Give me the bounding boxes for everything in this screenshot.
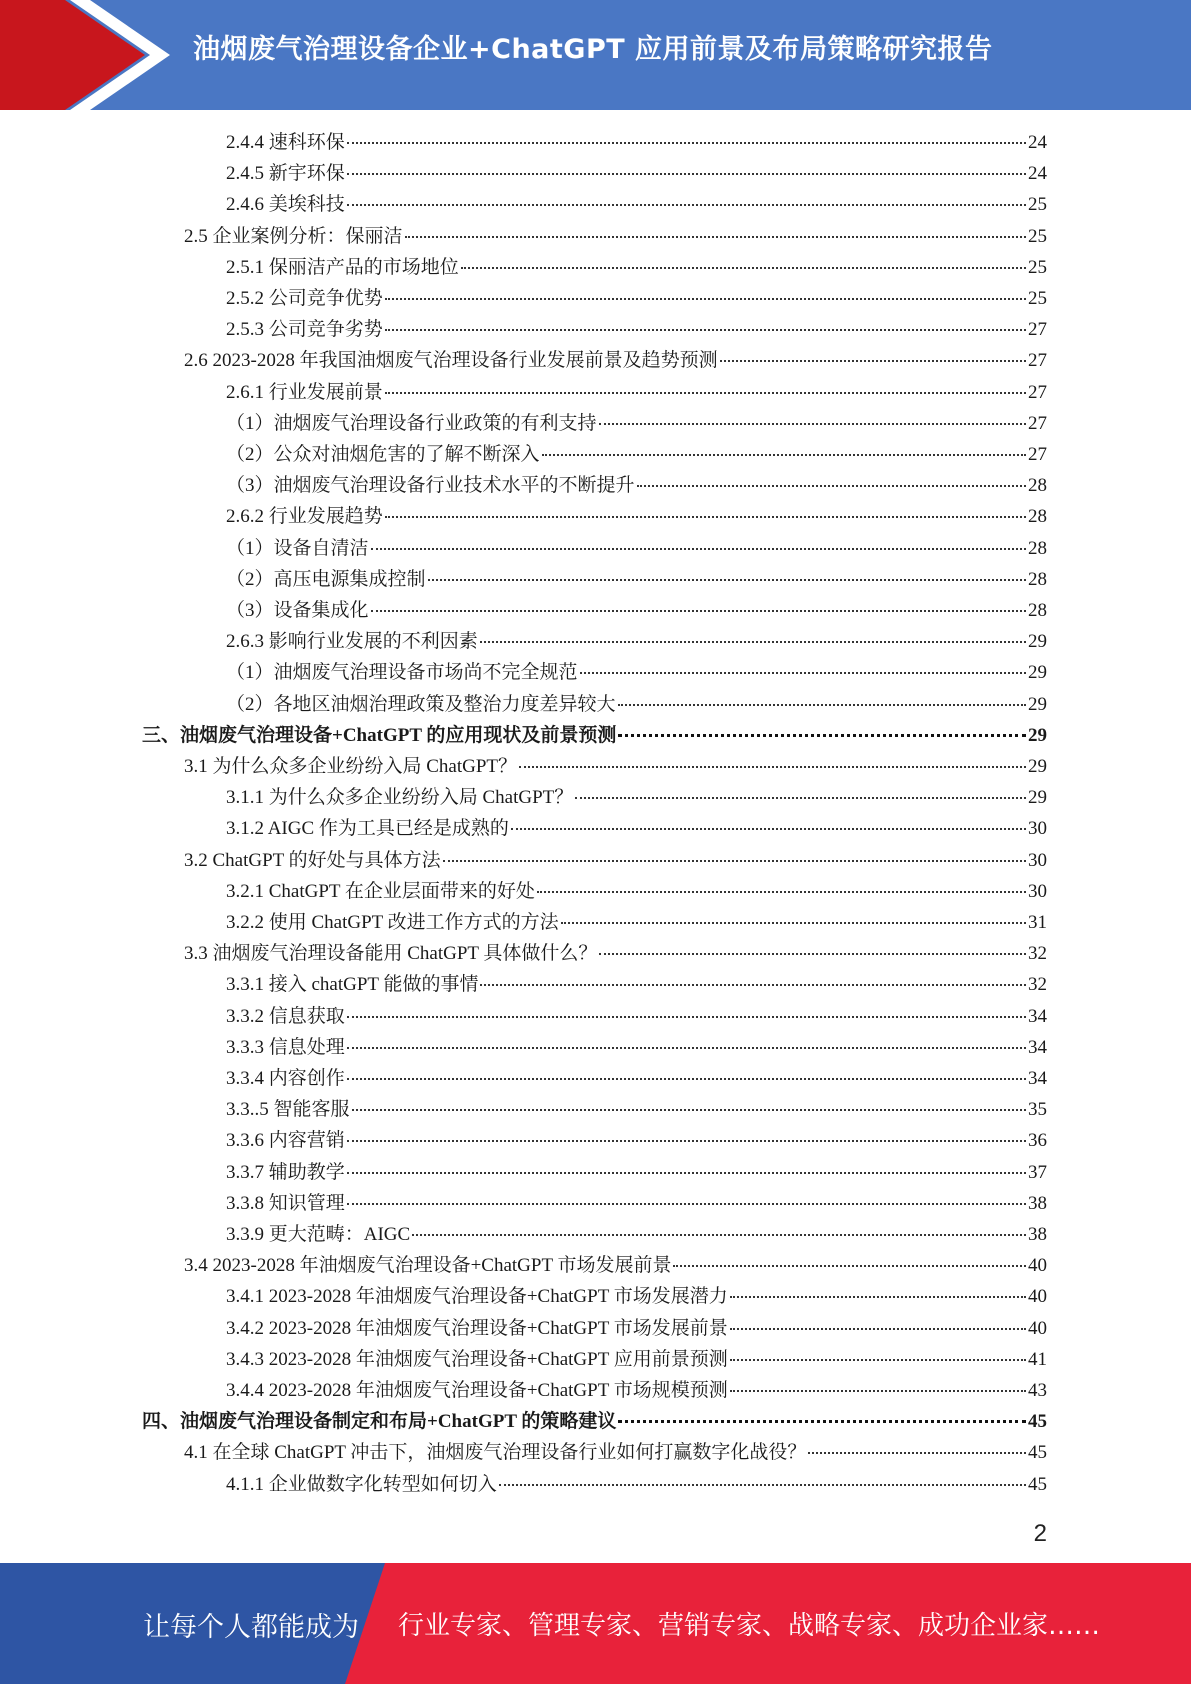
toc-entry-title: 3.3.9 更大范畴：AIGC bbox=[226, 1224, 411, 1245]
footer-slogan-right: 行业专家、管理专家、营销专家、战略专家、成功企业家…… bbox=[398, 1611, 1101, 1641]
toc-entry-page: 27 bbox=[1028, 319, 1047, 340]
toc-entry[interactable] bbox=[226, 813, 1047, 844]
toc-entry[interactable] bbox=[184, 345, 1047, 376]
toc-entry-page: 29 bbox=[1028, 787, 1047, 808]
toc-entry-title: 3.2 ChatGPT 的好处与具体方法 bbox=[184, 850, 441, 871]
toc-entry-page: 45 bbox=[1028, 1474, 1047, 1495]
toc-entry[interactable] bbox=[226, 1001, 1047, 1032]
toc-dot-leader bbox=[461, 267, 1026, 269]
toc-dot-leader bbox=[618, 704, 1026, 706]
toc-dot-leader bbox=[347, 1016, 1026, 1018]
toc-entry-page: 25 bbox=[1028, 226, 1047, 247]
toc-entry[interactable] bbox=[226, 470, 1047, 501]
toc-dot-leader bbox=[575, 797, 1026, 799]
toc-dot-leader bbox=[385, 298, 1026, 300]
toc-entry-title: 3.3..5 智能客服 bbox=[226, 1099, 350, 1120]
toc-entry-title: 4.1 在全球 ChatGPT 冲击下，油烟废气治理设备行业如何打赢数字化战役？ bbox=[184, 1442, 807, 1463]
toc-entry-title: （1）设备自清洁 bbox=[226, 538, 369, 559]
toc-dot-leader bbox=[730, 1296, 1026, 1298]
toc-dot-leader bbox=[519, 766, 1026, 768]
toc-dot-leader bbox=[428, 579, 1026, 581]
toc-entry-page: 24 bbox=[1028, 132, 1047, 153]
toc-dot-leader bbox=[443, 860, 1026, 862]
toc-entry-page: 25 bbox=[1028, 194, 1047, 215]
toc-entry-title: 3.1.1 为什么众多企业纷纷入局 ChatGPT？ bbox=[226, 787, 574, 808]
toc-entry[interactable] bbox=[226, 1094, 1047, 1125]
toc-dot-leader bbox=[537, 891, 1026, 893]
toc-entry-page: 29 bbox=[1028, 694, 1047, 715]
toc-dot-leader bbox=[385, 392, 1026, 394]
toc-dot-leader bbox=[347, 173, 1026, 175]
toc-entry-page: 40 bbox=[1028, 1286, 1047, 1307]
toc-entry[interactable] bbox=[226, 283, 1047, 314]
toc-entry-title: 2.4.6 美埃科技 bbox=[226, 194, 345, 215]
toc-dot-leader bbox=[730, 1390, 1026, 1392]
toc-dot-leader bbox=[637, 485, 1026, 487]
toc-entry[interactable] bbox=[226, 1469, 1047, 1500]
toc-entry-title: 2.4.4 速科环保 bbox=[226, 132, 345, 153]
toc-dot-leader bbox=[347, 1172, 1026, 1174]
toc-entry-page: 30 bbox=[1028, 850, 1047, 871]
toc-entry-title: 2.5.1 保丽洁产品的市场地位 bbox=[226, 257, 459, 278]
toc-entry-page: 34 bbox=[1028, 1006, 1047, 1027]
toc-entry[interactable] bbox=[226, 657, 1047, 688]
toc-entry-title: 4.1.1 企业做数字化转型如何切入 bbox=[226, 1474, 497, 1495]
toc-entry[interactable] bbox=[184, 938, 1047, 969]
toc-entry-page: 30 bbox=[1028, 818, 1047, 839]
toc-entry-page: 27 bbox=[1028, 382, 1047, 403]
toc-dot-leader bbox=[480, 641, 1026, 643]
toc-entry-page: 28 bbox=[1028, 569, 1047, 590]
toc-dot-leader bbox=[599, 953, 1026, 955]
toc-entry[interactable] bbox=[226, 969, 1047, 1000]
toc-dot-leader bbox=[371, 548, 1026, 550]
toc-entry[interactable] bbox=[184, 751, 1047, 782]
toc-entry[interactable] bbox=[226, 1188, 1047, 1219]
toc-entry-title: 四、油烟废气治理设备制定和布局+ChatGPT 的策略建议 bbox=[142, 1411, 617, 1432]
toc-dot-leader bbox=[499, 1484, 1026, 1486]
toc-dot-leader bbox=[352, 1109, 1026, 1111]
toc-entry-page: 34 bbox=[1028, 1068, 1047, 1089]
toc-entry-page: 37 bbox=[1028, 1162, 1047, 1183]
toc-entry-title: （2）高压电源集成控制 bbox=[226, 569, 426, 590]
toc-entry[interactable] bbox=[226, 564, 1047, 595]
toc-entry-title: 三、油烟废气治理设备+ChatGPT 的应用现状及前景预测 bbox=[142, 725, 617, 746]
toc-entry-title: 2.6 2023-2028 年我国油烟废气治理设备行业发展前景及趋势预测 bbox=[184, 350, 718, 371]
toc-dot-leader bbox=[673, 1265, 1026, 1267]
toc-entry-page: 38 bbox=[1028, 1224, 1047, 1245]
toc-entry[interactable] bbox=[226, 1313, 1047, 1344]
toc-dot-leader bbox=[511, 828, 1026, 830]
toc-entry-title: 3.3.6 内容营销 bbox=[226, 1130, 345, 1151]
toc-entry-title: 2.6.1 行业发展前景 bbox=[226, 382, 383, 403]
toc-entry[interactable] bbox=[226, 1219, 1047, 1250]
toc-entry-title: 3.3.4 内容创作 bbox=[226, 1068, 345, 1089]
toc-entry-title: 3.4.3 2023-2028 年油烟废气治理设备+ChatGPT 应用前景预测 bbox=[226, 1349, 728, 1370]
toc-entry-title: （3）油烟废气治理设备行业技术水平的不断提升 bbox=[226, 475, 635, 496]
toc-entry-title: 3.3.1 接入 chatGPT 能做的事情 bbox=[226, 974, 479, 995]
toc-entry-title: 3.2.2 使用 ChatGPT 改进工作方式的方法 bbox=[226, 912, 559, 933]
toc-entry[interactable] bbox=[226, 314, 1047, 345]
toc-dot-leader bbox=[542, 454, 1026, 456]
toc-dot-leader bbox=[385, 329, 1026, 331]
toc-entry-title: （1）油烟废气治理设备市场尚不完全规范 bbox=[226, 662, 578, 683]
toc-entry-page: 32 bbox=[1028, 974, 1047, 995]
toc-dot-leader bbox=[405, 236, 1026, 238]
toc-dot-leader bbox=[412, 1234, 1026, 1236]
toc-entry-title: 3.2.1 ChatGPT 在企业层面带来的好处 bbox=[226, 881, 535, 902]
toc-dot-leader bbox=[385, 516, 1026, 518]
toc-entry-title: 2.6.2 行业发展趋势 bbox=[226, 506, 383, 527]
toc-entry[interactable] bbox=[226, 1032, 1047, 1063]
toc-entry[interactable] bbox=[226, 377, 1047, 408]
toc-entry-page: 40 bbox=[1028, 1318, 1047, 1339]
toc-entry-page: 28 bbox=[1028, 506, 1047, 527]
toc-entry-page: 45 bbox=[1028, 1411, 1047, 1432]
toc-entry-title: 3.4 2023-2028 年油烟废气治理设备+ChatGPT 市场发展前景 bbox=[184, 1255, 672, 1276]
toc-entry-page: 29 bbox=[1028, 662, 1047, 683]
toc-dot-leader bbox=[730, 1328, 1026, 1330]
toc-entry[interactable] bbox=[226, 907, 1047, 938]
toc-entry-title: （2）各地区油烟治理政策及整治力度差异较大 bbox=[226, 694, 616, 715]
toc-entry-page: 34 bbox=[1028, 1037, 1047, 1058]
toc-entry[interactable] bbox=[226, 533, 1047, 564]
toc-entry[interactable] bbox=[226, 1063, 1047, 1094]
toc-entry-page: 27 bbox=[1028, 444, 1047, 465]
page-number: 2 bbox=[1033, 1520, 1047, 1547]
toc-entry[interactable] bbox=[184, 1437, 1047, 1468]
toc-entry[interactable] bbox=[184, 845, 1047, 876]
toc-entry-title: 3.4.4 2023-2028 年油烟废气治理设备+ChatGPT 市场规模预测 bbox=[226, 1380, 728, 1401]
toc-dot-leader bbox=[347, 1140, 1026, 1142]
toc-entry-title: 3.3.2 信息获取 bbox=[226, 1006, 345, 1027]
toc-entry-title: 3.4.2 2023-2028 年油烟废气治理设备+ChatGPT 市场发展前景 bbox=[226, 1318, 728, 1339]
toc-entry[interactable] bbox=[142, 1406, 1047, 1437]
toc-entry-page: 30 bbox=[1028, 881, 1047, 902]
toc-entry-title: 3.3 油烟废气治理设备能用 ChatGPT 具体做什么？ bbox=[184, 943, 598, 964]
toc-entry[interactable] bbox=[226, 1157, 1047, 1188]
toc-entry[interactable] bbox=[226, 189, 1047, 220]
toc-entry-title: （1）油烟废气治理设备行业政策的有利支持 bbox=[226, 413, 597, 434]
toc-entry[interactable] bbox=[226, 439, 1047, 470]
toc-entry-page: 35 bbox=[1028, 1099, 1047, 1120]
toc-entry[interactable] bbox=[226, 1281, 1047, 1312]
toc-entry[interactable] bbox=[142, 720, 1047, 751]
toc-entry-page: 31 bbox=[1028, 912, 1047, 933]
toc-dot-leader bbox=[580, 672, 1026, 674]
toc-entry-title: 3.3.3 信息处理 bbox=[226, 1037, 345, 1058]
toc-entry-title: 2.5.3 公司竞争劣势 bbox=[226, 319, 383, 340]
toc-entry-title: 2.5.2 公司竞争优势 bbox=[226, 288, 383, 309]
toc-dot-leader bbox=[618, 1420, 1026, 1423]
toc-dot-leader bbox=[730, 1359, 1026, 1361]
toc-entry[interactable] bbox=[184, 1250, 1047, 1281]
toc-entry[interactable] bbox=[184, 221, 1047, 252]
toc-dot-leader bbox=[561, 922, 1026, 924]
toc-dot-leader bbox=[347, 1078, 1026, 1080]
toc-entry-page: 43 bbox=[1028, 1380, 1047, 1401]
toc-entry[interactable] bbox=[226, 626, 1047, 657]
toc-entry-title: 3.1.2 AIGC 作为工具已经是成熟的 bbox=[226, 818, 509, 839]
toc-entry-page: 27 bbox=[1028, 413, 1047, 434]
toc-dot-leader bbox=[480, 984, 1026, 986]
page-footer bbox=[0, 1563, 1191, 1684]
toc-entry-title: （3）设备集成化 bbox=[226, 600, 369, 621]
toc-entry[interactable] bbox=[226, 876, 1047, 907]
toc-entry-page: 24 bbox=[1028, 163, 1047, 184]
toc-dot-leader bbox=[599, 423, 1026, 425]
toc-entry-page: 29 bbox=[1028, 756, 1047, 777]
toc-entry[interactable] bbox=[226, 1344, 1047, 1375]
toc-entry[interactable] bbox=[226, 782, 1047, 813]
toc-entry[interactable] bbox=[226, 1375, 1047, 1406]
toc-entry-page: 27 bbox=[1028, 350, 1047, 371]
toc-entry-title: 3.4.1 2023-2028 年油烟废气治理设备+ChatGPT 市场发展潜力 bbox=[226, 1286, 728, 1307]
toc-entry-page: 28 bbox=[1028, 600, 1047, 621]
toc-entry-title: 3.1 为什么众多企业纷纷入局 ChatGPT？ bbox=[184, 756, 518, 777]
toc-entry-title: （2）公众对油烟危害的了解不断深入 bbox=[226, 444, 540, 465]
toc-entry-page: 38 bbox=[1028, 1193, 1047, 1214]
report-title: 油烟废气治理设备企业+ChatGPT 应用前景及布局策略研究报告 bbox=[193, 34, 993, 65]
toc-entry[interactable] bbox=[226, 127, 1047, 158]
toc-entry[interactable] bbox=[226, 408, 1047, 439]
toc-entry[interactable] bbox=[226, 1125, 1047, 1156]
toc-dot-leader bbox=[618, 734, 1026, 737]
toc-dot-leader bbox=[720, 360, 1026, 362]
toc-entry-page: 28 bbox=[1028, 538, 1047, 559]
toc-entry-title: 3.3.7 辅助教学 bbox=[226, 1162, 345, 1183]
page-header bbox=[0, 0, 1191, 110]
toc-dot-leader bbox=[347, 142, 1026, 144]
toc-entry[interactable] bbox=[226, 252, 1047, 283]
toc-entry[interactable] bbox=[226, 501, 1047, 532]
toc-entry-page: 25 bbox=[1028, 288, 1047, 309]
toc-entry-page: 40 bbox=[1028, 1255, 1047, 1276]
toc-entry-title: 2.4.5 新宇环保 bbox=[226, 163, 345, 184]
toc-entry-page: 45 bbox=[1028, 1442, 1047, 1463]
toc-entry[interactable] bbox=[226, 158, 1047, 189]
toc-entry-title: 2.6.3 影响行业发展的不利因素 bbox=[226, 631, 478, 652]
toc-entry-page: 28 bbox=[1028, 475, 1047, 496]
toc-entry-page: 29 bbox=[1028, 725, 1047, 746]
toc-entry[interactable] bbox=[226, 595, 1047, 626]
toc-dot-leader bbox=[371, 610, 1026, 612]
toc-entry[interactable] bbox=[226, 689, 1047, 720]
toc-entry-title: 2.5 企业案例分析：保丽洁 bbox=[184, 226, 403, 247]
toc-entry-page: 29 bbox=[1028, 631, 1047, 652]
toc-dot-leader bbox=[808, 1452, 1026, 1454]
toc-dot-leader bbox=[347, 204, 1026, 206]
toc-entry-page: 25 bbox=[1028, 257, 1047, 278]
toc-entry-page: 36 bbox=[1028, 1130, 1047, 1151]
toc-dot-leader bbox=[347, 1203, 1026, 1205]
toc-entry-page: 41 bbox=[1028, 1349, 1047, 1370]
toc-entry-page: 32 bbox=[1028, 943, 1047, 964]
toc-entry-title: 3.3.8 知识管理 bbox=[226, 1193, 345, 1214]
toc-dot-leader bbox=[347, 1047, 1026, 1049]
footer-slogan-left: 让每个人都能成为 bbox=[143, 1612, 359, 1643]
